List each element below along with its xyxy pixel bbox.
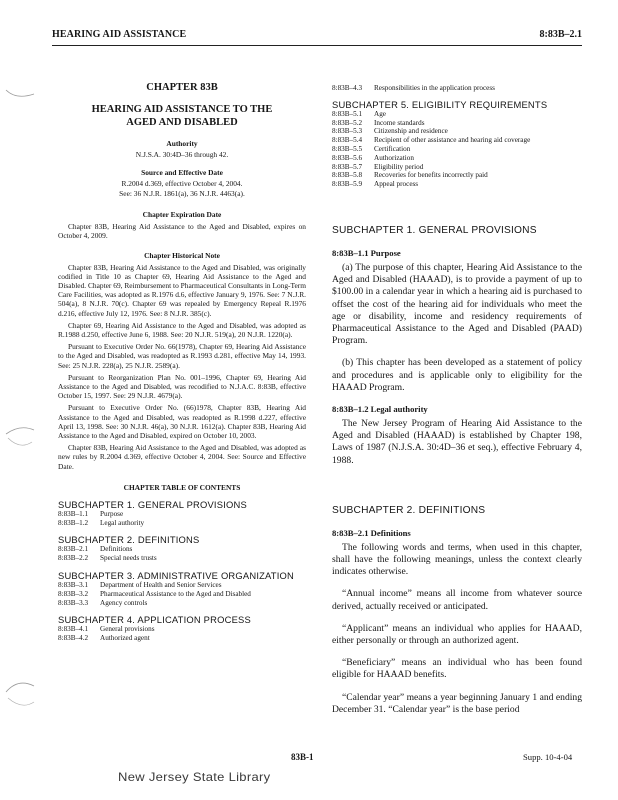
source-heading: Source and Effective Date (141, 168, 223, 178)
toc-section-title: Authorized agent (100, 634, 150, 643)
running-header-title: HEARING AID ASSISTANCE (52, 29, 187, 40)
toc-section-title: Authorization (374, 153, 414, 162)
toc-section-title: Income standards (374, 118, 425, 127)
toc-section-title: Pharmaceutical Assistance to the Aged and Disabled (100, 589, 251, 598)
toc-row (58, 545, 306, 554)
punch-hole-mark (0, 694, 40, 714)
history-paragraph: Chapter 83B, Hearing Aid Assistance to the Aged and Disabled, was originally codified in Title 10 as Chapter 69, Hearing Aid Assistance to the Aged and Disabled. Chapter 69, Reimbursement to Pharmaceutical Consultants in Long-Term Care Facilities, was adopted as R.1976 d.6, effective January 9, 1976. See: 7 N.J.R. 504(a), 8 N.J.R. 70(c). Chapter 69 was repealed by Emergency Repeal R.1976 d.216, effective July 12, 1976. See: 8 N.J.R. 385(c). (58, 262, 306, 318)
definition-paragraph: “Annual income” means all income from whatever source derived, actually received or anticipated. (332, 588, 582, 612)
right-column (332, 84, 582, 716)
supplement-date: Supp. 10-4-04 (523, 752, 573, 762)
punch-hole-mark (0, 436, 40, 456)
punch-hole-mark (0, 418, 40, 438)
toc-section-number: 8:83B–5.5 (332, 144, 363, 153)
toc-section-number: 8:83B–2.2 (58, 554, 89, 563)
toc-section-number: 8:83B–5.2 (332, 118, 363, 127)
toc-row (332, 119, 582, 128)
toc-section-title: Recipient of other assistance and hearing aid coverage (374, 136, 531, 145)
section-heading: 8:83B–1.1 Purpose (332, 247, 401, 258)
body-paragraph: (a) The purpose of this chapter, Hearing Aid Assistance to the Aged and Disabled (HAAAD), is to provide a payment of up to $100.00 in a calendar year in which a hearing aid is purchased to offset the cost of the hearing aid for individuals who meet the age or disability, income and residency requirements of Pharmaceutical Assistance to the Aged and Disabled (PAAD) Program. (332, 261, 582, 347)
toc-section-number: 8:83B–5.7 (332, 162, 363, 171)
running-header (52, 28, 582, 46)
section-heading: 8:83B–2.1 Definitions (332, 527, 411, 538)
definition-paragraph: “Beneficiary” means an individual who has been found eligible for HAAAD benefits. (332, 657, 582, 681)
toc-row (58, 510, 306, 519)
body-paragraph: The New Jersey Program of Hearing Aid Assistance to the Aged and Disabled (HAAAD) is established by Chapter 198, Laws of 1987 (N.J.S.A. 30:4D–36 et seq.), effective February 4, 1988. (332, 418, 582, 466)
history-paragraph: Pursuant to Executive Order No. (66)1978, Chapter 83B, Hearing Aid Assistance to the Aged and Disabled, was readopted as R.1998 d.227, effective April 13, 1998. See: 30 N.J.R. 46(a), 30 N.J.R. 1612(a). Chapter 83B, Hearing Aid Assistance to the Aged and Disabled, expired on October 10, 2003. (58, 403, 306, 441)
toc-section-number: 8:83B–4.3 (332, 84, 363, 92)
toc-section-title: Agency controls (100, 598, 148, 607)
toc-section-number: 8:83B–1.1 (58, 509, 89, 518)
definition-paragraph: “Applicant” means an individual who applies for HAAAD, either personally or through an authorized agent. (332, 622, 582, 647)
chapter-title (58, 103, 306, 129)
toc-section-number: 8:83B–5.6 (332, 153, 363, 162)
toc-section-number: 8:83B–3.3 (58, 598, 89, 607)
toc-subchapter-heading: SUBCHAPTER 1. GENERAL PROVISIONS (58, 498, 247, 510)
library-stamp: New Jersey State Library (118, 769, 271, 784)
punch-hole-mark (0, 676, 40, 696)
toc-row (58, 634, 306, 643)
toc-section-title: Definitions (100, 545, 133, 554)
toc-row (58, 625, 306, 634)
toc-section-title: Citizenship and residence (374, 127, 448, 136)
running-header-section: 8:83B–2.1 (539, 29, 582, 40)
body-paragraph: The following words and terms, when used in this chapter, shall have the following meanings, unless the context clearly indicates otherwise. (332, 541, 582, 578)
toc-section-title: Eligibility period (374, 162, 424, 171)
toc-section-title: Legal authority (100, 518, 145, 527)
body-paragraph: (b) This chapter has been developed as a statement of policy and procedures and is applicable only to eligibility for the HAAAD Program. (332, 357, 582, 393)
definition-paragraph: “Calendar year” means a year beginning January 1 and ending December 31. “Calendar year” is the base period (332, 691, 582, 715)
history-paragraph: Chapter 69, Hearing Aid Assistance to the Aged and Disabled, was adopted as R.1988 d.250, effective June 6, 1988. See: 20 N.J.R. 519(a), 20 N.J.R. 1220(a). (58, 320, 306, 340)
toc-section-number: 8:83B–3.2 (58, 589, 89, 598)
toc-subchapter-heading: SUBCHAPTER 3. ADMINISTRATIVE ORGANIZATION (58, 570, 295, 582)
expiration-heading: Chapter Expiration Date (142, 210, 222, 220)
toc-section-title: Appeal process (374, 180, 419, 189)
toc-section-number: 8:83B–5.1 (332, 109, 363, 118)
punch-hole-mark (0, 86, 40, 106)
history-paragraph: Chapter 83B, Hearing Aid Assistance to the Aged and Disabled, was adopted as new rules by R.2004 d.369, effective October 4, 2004. See: Source and Effective Date. (58, 443, 306, 471)
toc-section-number: 8:83B–1.2 (58, 518, 89, 527)
expiration-text: Chapter 83B, Hearing Aid Assistance to the Aged and Disabled, expires on October 4, 2009. (58, 222, 306, 241)
toc-section-number: 8:83B–4.1 (58, 625, 89, 634)
toc-row (58, 581, 306, 590)
chapter-title-line: HEARING AID ASSISTANCE TO THE (91, 104, 273, 115)
authority-text: N.J.S.A. 30:4D–36 through 42. (135, 150, 229, 159)
toc-row (58, 519, 306, 528)
toc-section-title: Purpose (100, 509, 124, 518)
toc-section-number: 8:83B–5.8 (332, 171, 363, 180)
toc-row (332, 84, 582, 93)
toc-section-number: 8:83B–4.2 (58, 634, 89, 643)
chapter-title-line: AGED AND DISABLED (126, 117, 238, 128)
toc-subchapter-heading: SUBCHAPTER 4. APPLICATION PROCESS (58, 614, 251, 626)
authority-heading: Authority (166, 139, 198, 148)
toc-section-title: Responsibilities in the application process (374, 84, 495, 92)
toc-section-number: 8:83B–5.3 (332, 127, 363, 136)
toc-row (332, 110, 582, 119)
toc-section-title: Age (374, 109, 386, 118)
toc-section-title: General provisions (100, 625, 155, 634)
toc-row (332, 145, 582, 154)
toc-row (58, 599, 306, 608)
history-paragraph: Pursuant to Executive Order No. 66(1978), Chapter 69, Hearing Aid Assistance to the Aged and Disabled, was readopted as R.1993 d.281, effective May 14, 1993. See: 25 N.J.R. 228(a), 25 N.J.R. 2589(a). (58, 342, 306, 370)
toc-subchapter-heading: SUBCHAPTER 5. ELIGIBILITY REQUIREMENTS (332, 98, 548, 110)
toc-section-title: Certification (374, 144, 411, 153)
toc-row (58, 590, 306, 599)
subchapter-heading: SUBCHAPTER 1. GENERAL PROVISIONS (332, 224, 537, 236)
history-paragraph: Pursuant to Reorganization Plan No. 001–1996, Chapter 69, Hearing Aid Assistance to the Aged and Disabled, was recodified to N.J.A.C. 8:83B, effective October 15, 1997. See: 29 N.J.R. 4679(a). (58, 372, 306, 401)
toc-title: CHAPTER TABLE OF CONTENTS (123, 482, 241, 492)
toc-row (332, 171, 582, 180)
source-line: R.2004 d.369, effective October 4, 2004. (121, 179, 243, 189)
toc-row (332, 154, 582, 163)
chapter-number: CHAPTER 83B (146, 82, 218, 93)
section-heading: 8:83B–1.2 Legal authority (332, 404, 428, 414)
toc-section-number: 8:83B–5.9 (332, 180, 363, 189)
source-line: See: 36 N.J.R. 1861(a), 36 N.J.R. 4463(a). (119, 188, 245, 198)
toc-section-number: 8:83B–3.1 (58, 581, 89, 590)
toc-section-title: Department of Health and Senior Services (100, 581, 222, 590)
toc-row (332, 136, 582, 145)
left-column (58, 62, 306, 643)
toc-row (332, 127, 582, 136)
subchapter-heading: SUBCHAPTER 2. DEFINITIONS (332, 504, 486, 516)
toc-subchapter-heading: SUBCHAPTER 2. DEFINITIONS (58, 534, 200, 546)
source-text (58, 179, 306, 198)
history-heading: Chapter Historical Note (144, 250, 220, 260)
toc-section-number: 8:83B–2.1 (58, 545, 89, 554)
toc-row (332, 180, 582, 189)
toc-row (332, 163, 582, 172)
toc-section-title: Recoveries for benefits incorrectly paid (374, 171, 488, 180)
page-number: 83B-1 (291, 752, 314, 762)
toc-row (58, 554, 306, 563)
toc-section-title: Special needs trusts (100, 554, 157, 563)
toc-section-number: 8:83B–5.4 (332, 136, 363, 145)
